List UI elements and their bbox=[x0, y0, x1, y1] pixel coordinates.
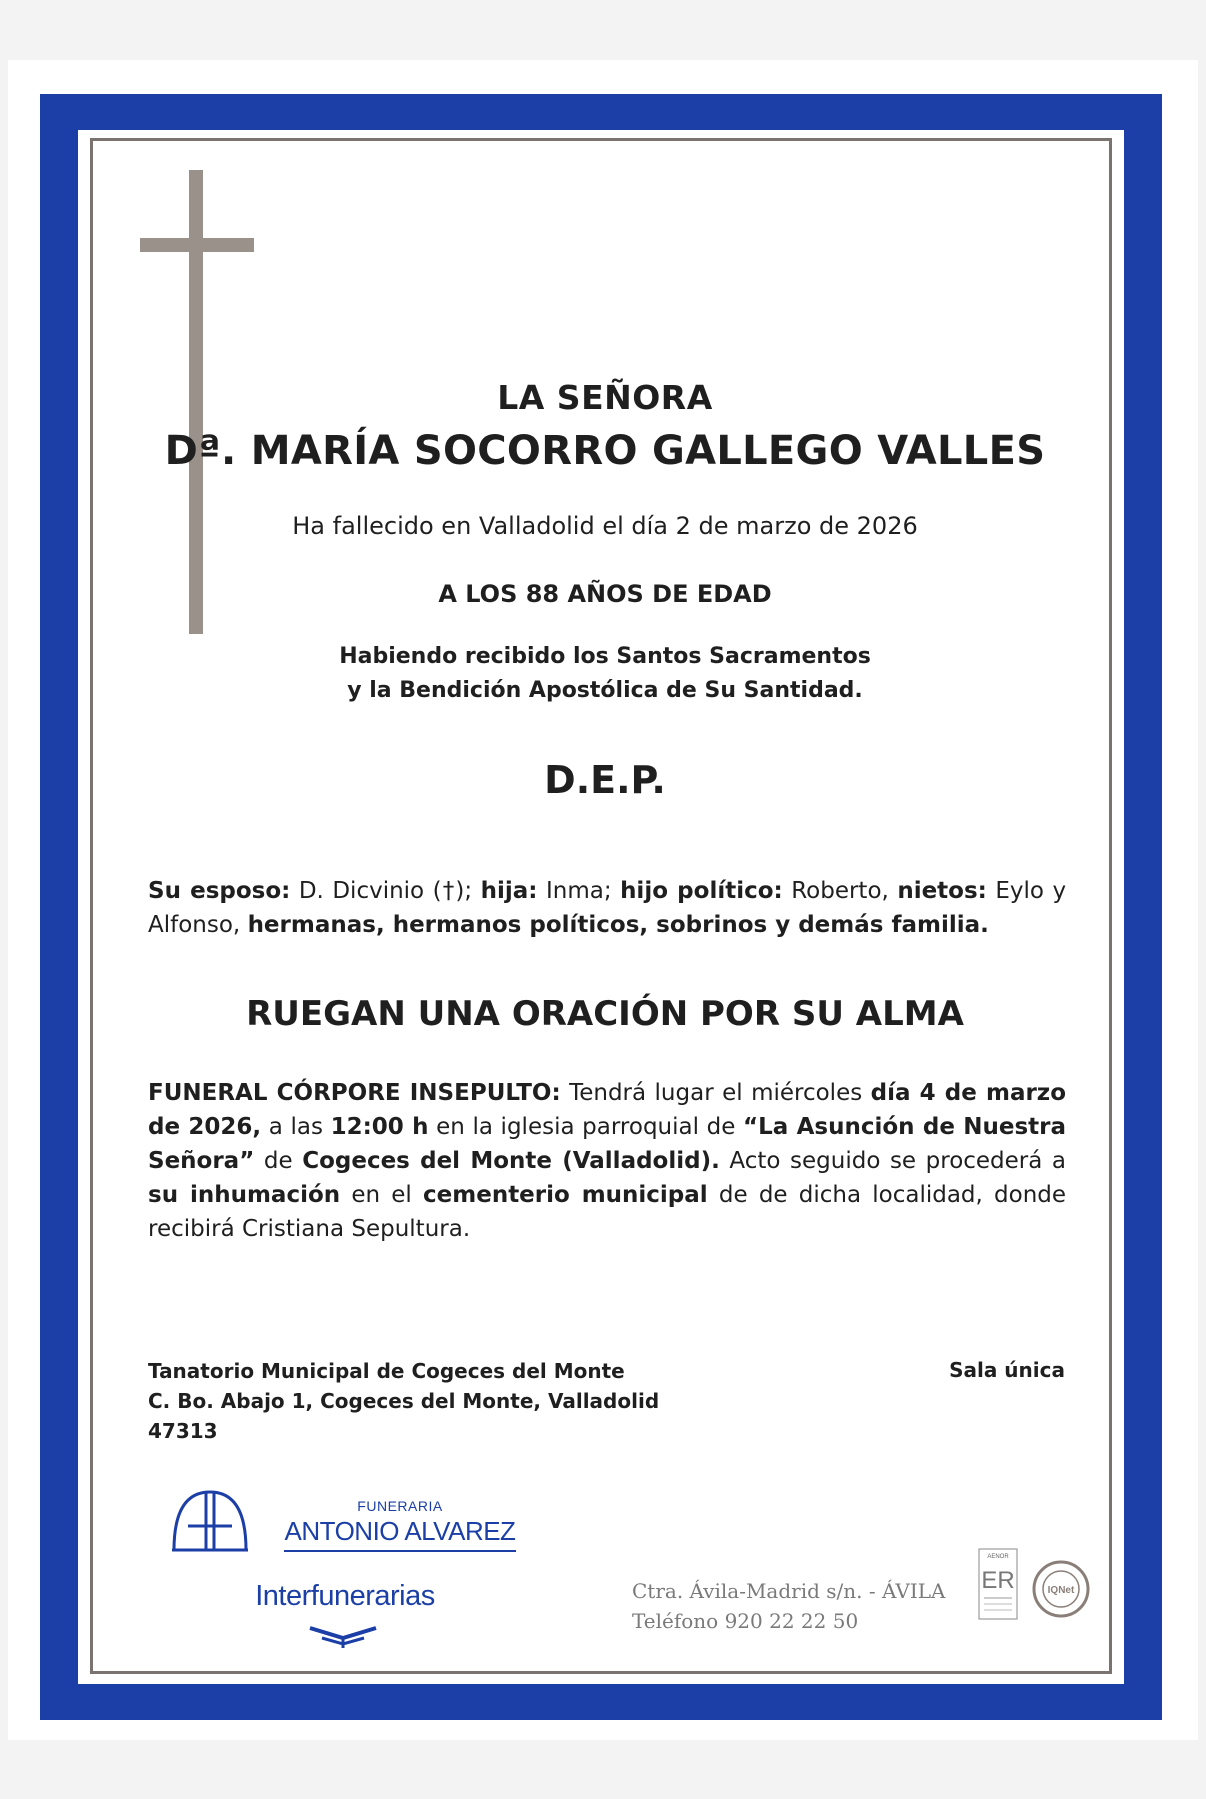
funeral-place: Cogeces del Monte (Valladolid). bbox=[302, 1148, 720, 1174]
funeral-time: 12:00 h bbox=[330, 1114, 429, 1140]
prayer-heading: RUEGAN UNA ORACIÓN POR SU ALMA bbox=[246, 994, 964, 1034]
venue-room: Sala única bbox=[949, 1358, 1065, 1382]
funeraria-arch-logo-icon bbox=[170, 1488, 250, 1558]
daughter-value: Inma; bbox=[545, 878, 612, 904]
title-line-1: LA SEÑORA bbox=[497, 378, 713, 417]
grandchildren-label: nietos: bbox=[897, 878, 987, 904]
deceased-name: Dª. MARÍA SOCORRO GALLEGO VALLES bbox=[164, 428, 1046, 474]
funeraria-phone: Teléfono 920 22 22 50 bbox=[632, 1609, 859, 1633]
spouse-label: Su esposo: bbox=[148, 878, 291, 904]
funeraria-contact bbox=[632, 1576, 962, 1636]
venue-line-2: C. Bo. Abajo 1, Cogeces del Monte, Valladolid bbox=[148, 1389, 660, 1413]
iqnet-label: IQNet bbox=[1047, 1585, 1075, 1596]
funeral-paragraph bbox=[148, 1076, 1066, 1246]
spouse-value: D. Dicvinio (†); bbox=[298, 878, 473, 904]
funeral-cemetery: cementerio municipal bbox=[423, 1182, 708, 1208]
venue-line-1: Tanatorio Municipal de Cogeces del Monte bbox=[148, 1359, 625, 1383]
funeral-text-4: de bbox=[263, 1148, 293, 1174]
funeraria-label: FUNERARIA bbox=[357, 1498, 443, 1514]
funeraria-name: ANTONIO ALVAREZ bbox=[284, 1516, 516, 1546]
sacraments-line-1: Habiendo recibido los Santos Sacramentos bbox=[339, 644, 871, 669]
dep-heading: D.E.P. bbox=[544, 758, 666, 802]
funeraria-underline bbox=[284, 1550, 516, 1552]
funeral-date: día 4 de marzo de 2026, bbox=[148, 1080, 1067, 1140]
funeral-text-1: Tendrá lugar el miércoles bbox=[569, 1080, 863, 1106]
daughter-label: hija: bbox=[480, 878, 538, 904]
funeral-burial: su inhumación bbox=[148, 1182, 341, 1208]
funeral-church: “La Asunción de Nuestra Señora” bbox=[148, 1114, 1067, 1174]
funeral-text-5: Acto seguido se procederá a bbox=[729, 1148, 1067, 1174]
soninlaw-value: Roberto, bbox=[791, 878, 889, 904]
funeraria-address: Ctra. Ávila-Madrid s/n. - ÁVILA bbox=[632, 1579, 946, 1603]
funeral-text-7: de de dicha localidad, donde recibirá Cristiana Sepultura. bbox=[148, 1182, 1067, 1242]
network-name: Interfunerarias bbox=[255, 1580, 435, 1612]
funeral-text-3: en la iglesia parroquial de bbox=[436, 1114, 736, 1140]
family-paragraph bbox=[148, 874, 1066, 942]
venue-address bbox=[148, 1356, 708, 1446]
sacraments-line-2: y la Bendición Apostólica de Su Santidad. bbox=[347, 678, 863, 703]
iqnet-certification-seal-icon bbox=[1032, 1560, 1090, 1618]
svg-text:ER: ER bbox=[981, 1567, 1015, 1594]
funeral-label: FUNERAL CÓRPORE INSEPULTO: bbox=[148, 1080, 561, 1106]
network-wings-icon bbox=[308, 1624, 378, 1648]
cross-icon-horizontal bbox=[140, 238, 254, 252]
funeral-text-6: en el bbox=[351, 1182, 412, 1208]
death-statement: Ha fallecido en Valladolid el día 2 de marzo de 2026 bbox=[292, 512, 918, 540]
venue-line-3: 47313 bbox=[148, 1419, 218, 1443]
other-relatives: hermanas, hermanos políticos, sobrinos y demás familia. bbox=[247, 912, 989, 938]
soninlaw-label: hijo político: bbox=[620, 878, 783, 904]
sacraments-statement bbox=[150, 640, 1060, 708]
funeral-text-2: a las bbox=[268, 1114, 323, 1140]
grandchildren-value: Eylo y Alfonso, bbox=[148, 878, 1067, 938]
age-statement: A LOS 88 AÑOS DE EDAD bbox=[438, 580, 772, 608]
aenor-label: AENOR bbox=[987, 1554, 1009, 1560]
aenor-certification-icon bbox=[978, 1548, 1018, 1620]
